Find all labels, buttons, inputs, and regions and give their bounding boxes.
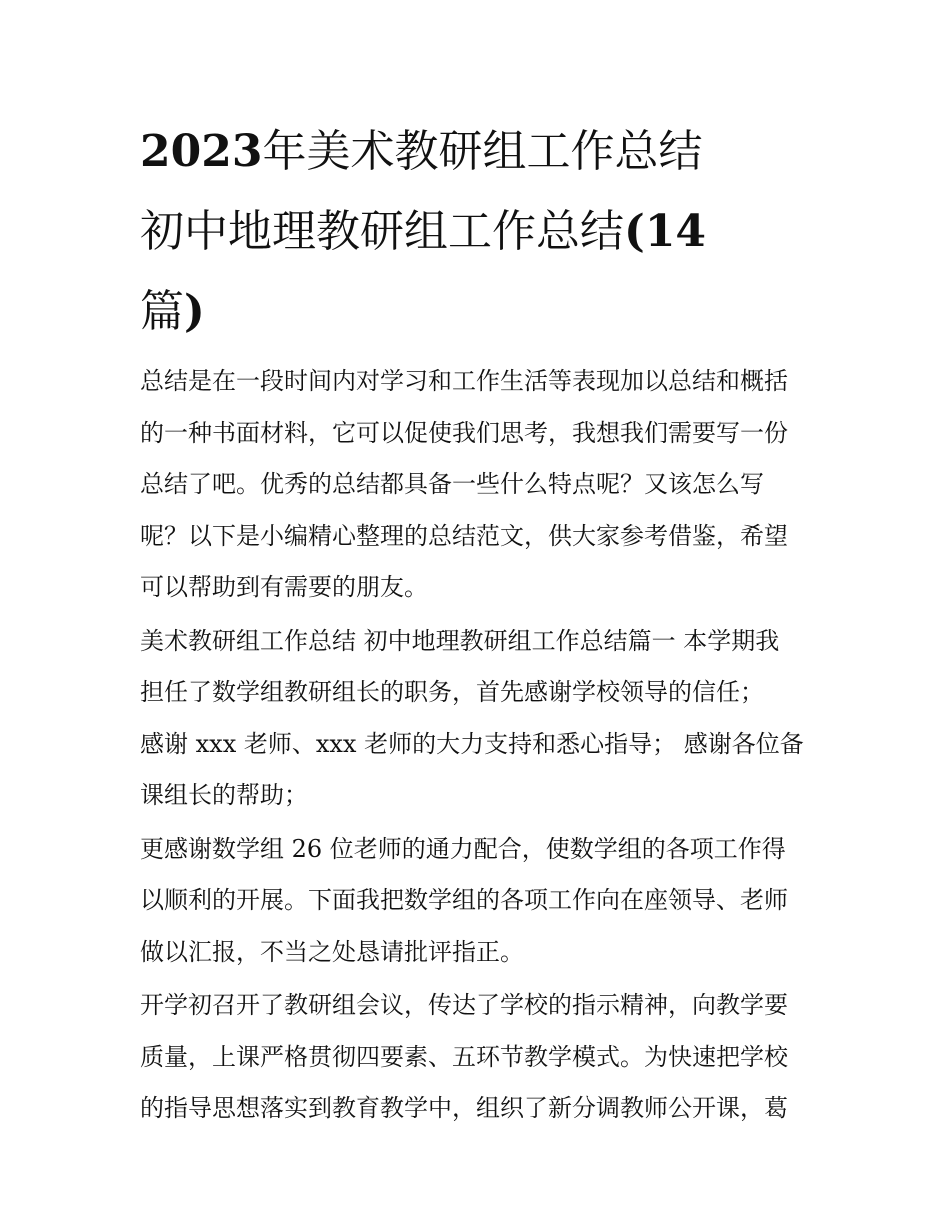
paragraph-line: 担任了数学组教研组长的职务，首先感谢学校领导的信任； [140,678,764,706]
title-line-1-text: 年美术教研组工作总结 [262,126,703,177]
title-line-3-tail: ) [184,286,205,337]
paragraph-line: 开学初召开了教研组会议，传达了学校的指示精神，向教学要 [140,991,788,1019]
paragraph-line: 课组长的帮助； [140,781,308,809]
title-line-2-tail: (14 [624,206,707,257]
title-line-2-text: 初中地理教研组工作总结 [140,206,624,257]
title-line-2 [140,192,820,272]
paragraph-thanks [140,616,820,822]
paragraph-line: 的指导思想落实到教育教学中，组织了新分调教师公开课，葛 [140,1094,788,1122]
title-year: 2023 [140,126,263,177]
title-line-1 [140,112,820,192]
paragraph-line: 可以帮助到有需要的朋友。 [140,573,428,601]
paragraph-line: 质量，上课严格贯彻四要素、五环节教学模式。为快速把学校 [140,1042,788,1071]
paragraph-line: 总结是在一段时间内对学习和工作生活等表现加以总结和概括 [140,367,788,395]
paragraph-line: 呢？以下是小编精心整理的总结范文，供大家参考借鉴，希望 [140,521,788,550]
paragraph-line: 美术教研组工作总结 初中地理教研组工作总结篇一 本学期我 [140,626,780,655]
title-line-3-text: 篇 [140,286,184,337]
paragraph-line: 的一种书面材料，它可以促使我们思考，我想我们需要写一份 [140,418,788,447]
paragraph-line: 总结了吧。优秀的总结都具备一些什么特点呢？又该怎么写 [140,470,764,498]
paragraph-line: 做以汇报，不当之处恳请批评指正。 [140,937,524,966]
paragraph-line: 更感谢数学组 26 位老师的通力配合，使数学组的各项工作得 [140,834,786,863]
paragraph-report [140,824,820,979]
document-title [140,112,820,352]
paragraph-line: 感谢 xxx 老师、xxx 老师的大力支持和悉心指导； 感谢各位备 [140,729,804,758]
title-line-3 [140,272,820,352]
document-body [140,356,820,1137]
paragraph-line: 以顺利的开展。下面我把数学组的各项工作向在座领导、老师 [140,886,788,914]
paragraph-intro [140,356,820,614]
paragraph-meeting [140,980,820,1135]
